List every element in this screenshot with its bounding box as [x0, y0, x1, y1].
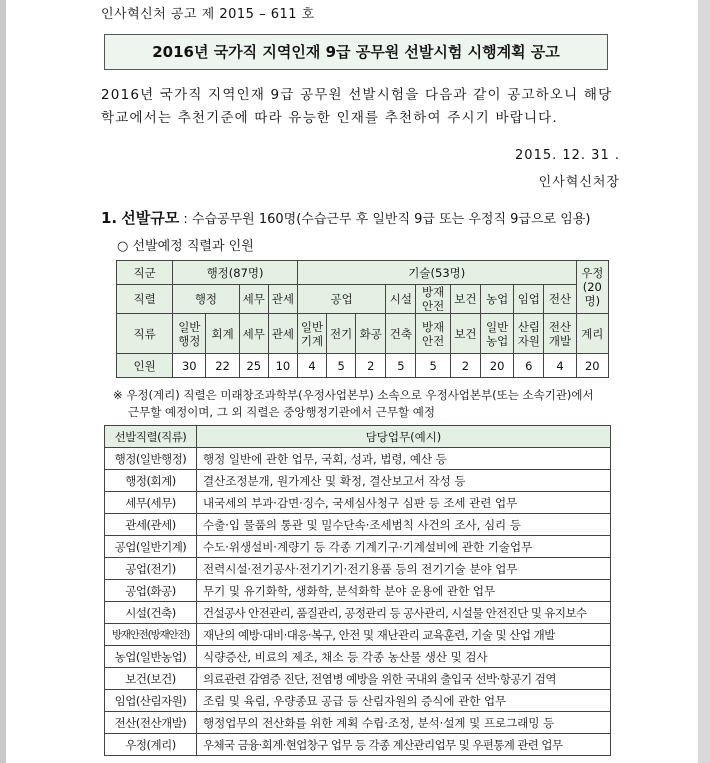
table-row — [105, 558, 611, 580]
duty-description: 무기 및 유기화학, 생화학, 분석화학 분야 운용에 관한 업무 — [197, 580, 611, 602]
section-summary: : 수습공무원 160명(수습근무 후 일반직 9급 또는 우정직 9급으로 임용) — [183, 212, 591, 227]
kind-cell: 전산 개발 — [544, 314, 576, 354]
table-row — [105, 734, 611, 756]
intro-line-2: 학교에서는 추천기준에 따라 유능한 인재를 추천하여 주시기 바랍니다. — [101, 110, 558, 126]
count-cell: 20 — [576, 354, 608, 378]
duty-header-position: 선발직렬(직류) — [105, 426, 197, 448]
row-label-series: 직렬 — [117, 285, 173, 314]
count-cell: 30 — [173, 354, 206, 378]
kind-cell: 건축 — [386, 314, 416, 354]
quota-table — [116, 260, 609, 378]
count-cell: 4 — [544, 354, 576, 378]
duty-description: 전력시설·전기공사·전기기기·전기용품 등의 전기기술 분야 업무 — [197, 558, 611, 580]
table-row — [105, 690, 611, 712]
table-row — [105, 536, 611, 558]
row-label-group: 직군 — [117, 261, 173, 285]
kind-cell: 보건 — [450, 314, 480, 354]
kind-cell: 일반 기계 — [297, 314, 326, 354]
duty-description: 행정 일반에 관한 업무, 국회, 성과, 법령, 예산 등 — [197, 448, 611, 470]
announcement-date: 2015. 12. 31 . — [515, 148, 620, 163]
duty-position: 공업(전기) — [105, 558, 197, 580]
group-admin: 행정(87명) — [173, 261, 298, 285]
duty-position: 임업(산림자원) — [105, 690, 197, 712]
kind-cell: 전기 — [327, 314, 356, 354]
duty-description: 결산조정분개, 원가계산 및 확정, 결산보고서 작성 등 — [197, 470, 611, 492]
table-row — [105, 580, 611, 602]
count-cell: 10 — [268, 354, 297, 378]
group-postal: 우정 (20명) — [576, 261, 608, 314]
count-cell: 2 — [356, 354, 386, 378]
kind-cell: 관세 — [268, 314, 297, 354]
kind-cell: 일반 행정 — [173, 314, 206, 354]
duty-description: 내국세의 부과·감면·징수, 국세심사청구 심판 등 조세 관련 업무 — [197, 492, 611, 514]
duty-position: 보건(보건) — [105, 668, 197, 690]
kind-cell: 화공 — [356, 314, 386, 354]
duty-position: 농업(일반농업) — [105, 646, 197, 668]
note-line-1: ※ 우정(계리) 직렬은 미래창조과학부(우정사업본부) 소속으로 우정사업본부(또는 소속기관)에서 — [113, 388, 594, 402]
issuing-agency: 인사혁신처장 — [538, 175, 620, 190]
count-cell: 6 — [514, 354, 544, 378]
count-cell: 5 — [416, 354, 450, 378]
duty-description: 수출·입 물품의 통관 및 밀수단속·조세범칙 사건의 조사, 심리 등 — [197, 514, 611, 536]
duty-position: 행정(일반행정) — [105, 448, 197, 470]
duty-position: 관세(관세) — [105, 514, 197, 536]
series-cell: 농업 — [480, 285, 513, 314]
note-line-2: 근무할 예정이며, 그 외 직렬은 중앙행정기관에서 근무할 예정 — [128, 405, 435, 419]
duty-position: 공업(일반기계) — [105, 536, 197, 558]
duty-position: 전산(전산개발) — [105, 712, 197, 734]
duty-description: 재난의 예방·대비·대응·복구, 안전 및 재난관리 교육훈련, 기술 및 산업 개발 — [197, 624, 611, 646]
count-cell: 20 — [480, 354, 513, 378]
document-number: 인사혁신처 공고 제 2015 – 611 호 — [101, 7, 315, 22]
series-cell: 행정 — [173, 285, 240, 314]
duty-description: 수도·위생설비·계량기 등 각종 기계기구·기계설비에 관한 기술업무 — [197, 536, 611, 558]
table-row — [105, 448, 611, 470]
duty-description: 우체국 금융·회계·현업창구 업무 등 각종 계산관리업무 및 우편통계 관련 업무 — [197, 734, 611, 756]
kind-cell: 회계 — [206, 314, 239, 354]
duty-description: 건설공사 안전관리, 품질관리, 공정관리 등 공사관리, 시설물 안전진단 및 유지보수 — [197, 602, 611, 624]
vertical-scrollbar[interactable] — [698, 0, 710, 763]
table-row — [105, 470, 611, 492]
series-cell: 보건 — [450, 285, 480, 314]
duty-position: 방재안전(방재안전) — [105, 624, 197, 646]
duty-position: 시설(건축) — [105, 602, 197, 624]
duty-position: 우정(계리) — [105, 734, 197, 756]
table-row — [105, 514, 611, 536]
table-row — [105, 712, 611, 734]
document-title: 2016년 국가직 지역인재 9급 공무원 선발시험 시행계획 공고 — [104, 34, 608, 70]
group-tech: 기술(53명) — [297, 261, 576, 285]
kind-cell: 일반 농업 — [480, 314, 513, 354]
duty-description: 행정업무의 전산화를 위한 계획 수립·조정, 분석·설계 및 프로그래밍 등 — [197, 712, 611, 734]
table-row — [105, 492, 611, 514]
duty-table — [104, 425, 611, 756]
series-cell: 시설 — [386, 285, 416, 314]
duty-description: 조림 및 육림, 우량종묘 공급 등 산림자원의 증식에 관한 업무 — [197, 690, 611, 712]
count-cell: 5 — [327, 354, 356, 378]
count-cell: 25 — [239, 354, 268, 378]
duty-position: 세무(세무) — [105, 492, 197, 514]
series-cell: 공업 — [297, 285, 385, 314]
intro-line-1: 2016년 국가직 지역인재 9급 공무원 선발시험을 다음과 같이 공고하오니 해당 — [101, 87, 613, 103]
series-cell: 관세 — [268, 285, 297, 314]
duty-position: 공업(화공) — [105, 580, 197, 602]
duty-description: 식량증산, 비료의 제조, 채소 등 각종 농산물 생산 및 검사 — [197, 646, 611, 668]
count-cell: 4 — [297, 354, 326, 378]
series-cell: 방재 안전 — [416, 285, 450, 314]
section-number: 1. — [101, 209, 118, 227]
section-1-heading — [101, 207, 590, 228]
duty-header-duty: 담당업무(예시) — [197, 426, 611, 448]
table-row — [105, 624, 611, 646]
section-title: 선발규모 — [121, 209, 180, 227]
count-cell: 22 — [206, 354, 239, 378]
table-row — [105, 668, 611, 690]
kind-cell: 세무 — [239, 314, 268, 354]
kind-cell: 계리 — [576, 314, 608, 354]
series-cell: 전산 — [544, 285, 576, 314]
count-cell: 5 — [386, 354, 416, 378]
row-label-count: 인원 — [117, 354, 173, 378]
table-row — [105, 646, 611, 668]
kind-cell: 방재 안전 — [416, 314, 450, 354]
series-cell: 임업 — [514, 285, 544, 314]
row-label-kind: 직류 — [117, 314, 173, 354]
duty-description: 의료관련 감염증 진단, 전염병 예방을 위한 국내외 출입국 선박·항공기 검역 — [197, 668, 611, 690]
series-cell: 세무 — [239, 285, 268, 314]
kind-cell: 산림 자원 — [514, 314, 544, 354]
subheading: ○ 선발예정 직렬과 인원 — [117, 239, 254, 254]
duty-position: 행정(회계) — [105, 470, 197, 492]
count-cell: 2 — [450, 354, 480, 378]
table-row — [105, 602, 611, 624]
